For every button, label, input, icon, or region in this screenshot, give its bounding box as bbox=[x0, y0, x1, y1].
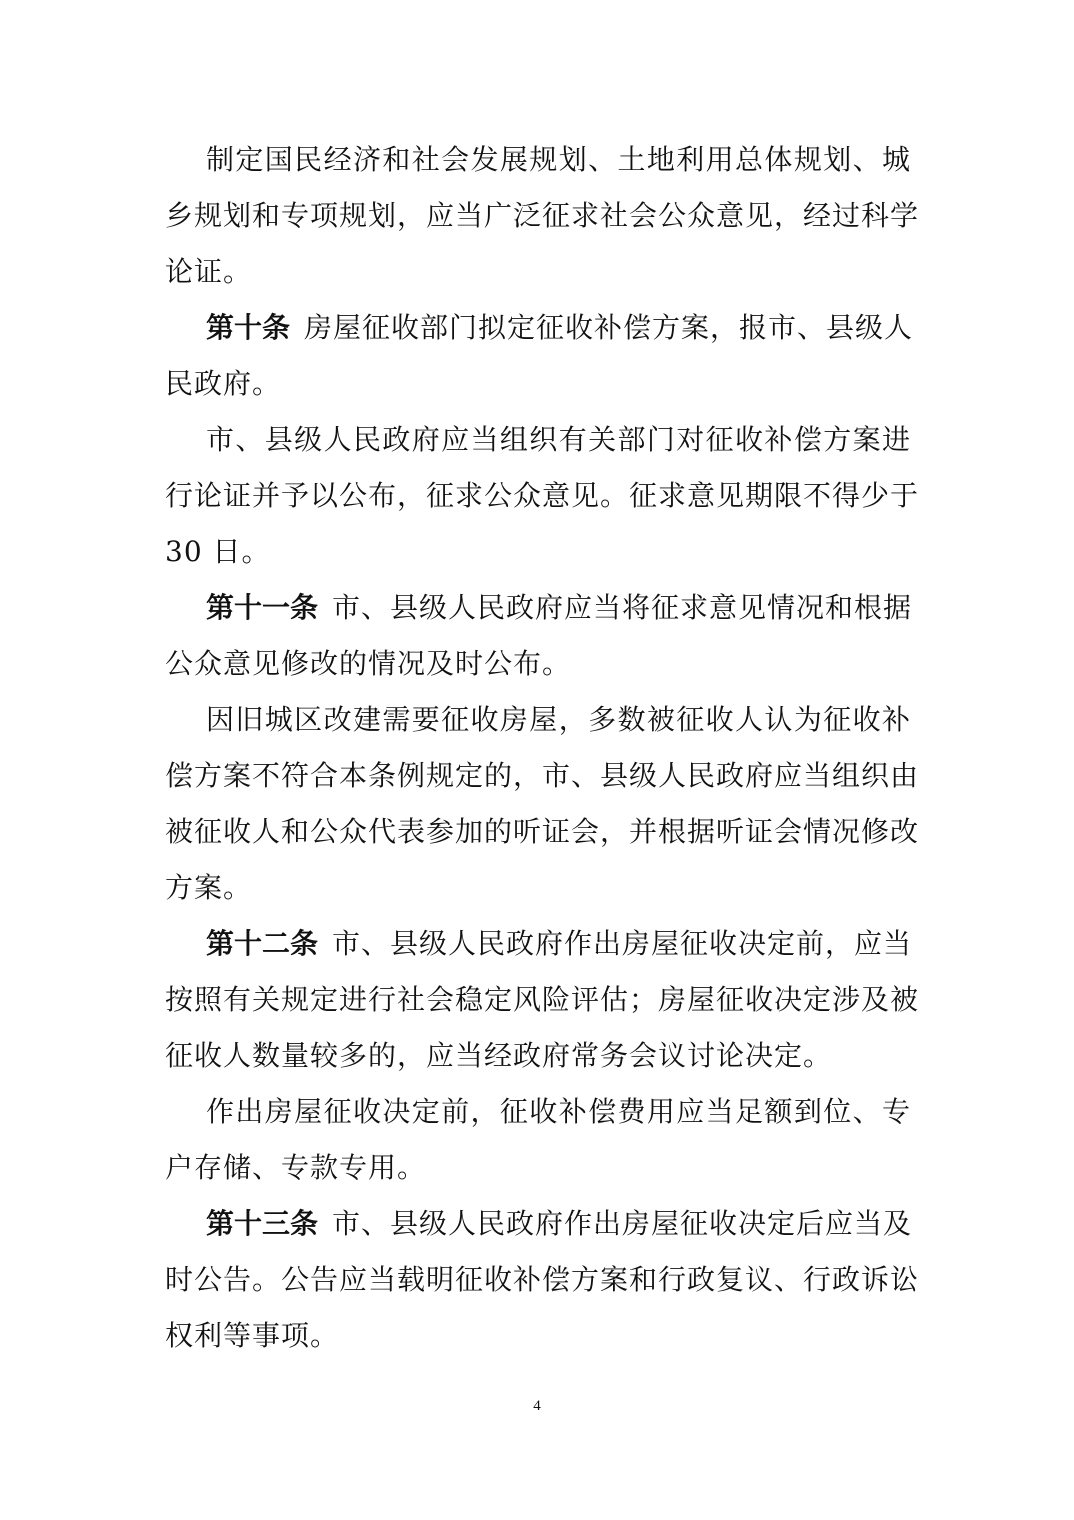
line-text: 市、县级人民政府作出房屋征收决定前，应当 bbox=[332, 927, 913, 960]
line-text: 30 日。 bbox=[165, 535, 271, 568]
line-text: 征收人数量较多的，应当经政府常务会议讨论决定。 bbox=[165, 1039, 833, 1072]
text-line bbox=[165, 362, 911, 418]
line-text: 房屋征收部门拟定征收补偿方案，报市、县级人 bbox=[304, 311, 914, 344]
paragraph bbox=[165, 138, 920, 306]
line-text: 权利等事项。 bbox=[165, 1319, 340, 1352]
line-text: 因旧城区改建需要征收房屋，多数被征收人认为征收补 bbox=[206, 703, 911, 736]
text-line bbox=[165, 194, 920, 250]
text-line bbox=[165, 530, 911, 586]
text-line bbox=[165, 866, 911, 922]
line-text: 按照有关规定进行社会稳定风险评估；房屋征收决定涉及被 bbox=[165, 983, 920, 1016]
article-paragraph bbox=[165, 306, 914, 418]
line-text: 市、县级人民政府作出房屋征收决定后应当及 bbox=[332, 1207, 913, 1240]
text-line bbox=[165, 698, 911, 754]
article-paragraph bbox=[165, 922, 920, 1090]
text-line bbox=[165, 306, 914, 362]
text-line bbox=[165, 922, 911, 978]
line-text: 论证。 bbox=[165, 255, 253, 288]
text-line bbox=[165, 1258, 920, 1314]
line-text: 市、县级人民政府应当组织有关部门对征收补偿方案进 bbox=[206, 423, 911, 456]
article-heading: 第十二条 bbox=[206, 927, 319, 960]
text-line bbox=[165, 1146, 911, 1202]
paragraph bbox=[165, 418, 920, 586]
text-line bbox=[165, 1314, 911, 1370]
line-text: 乡规划和专项规划，应当广泛征求社会公众意见，经过科学 bbox=[165, 199, 920, 232]
text-line bbox=[165, 754, 920, 810]
text-line bbox=[165, 586, 911, 642]
line-text: 行论证并予以公布，征求公众意见。征求意见期限不得少于 bbox=[165, 479, 920, 512]
page-number: 4 bbox=[533, 1398, 541, 1414]
text-line bbox=[165, 474, 920, 530]
paragraph bbox=[165, 1090, 911, 1202]
text-line bbox=[165, 810, 920, 866]
text-line bbox=[165, 1034, 911, 1090]
text-line bbox=[165, 1202, 911, 1258]
line-text: 制定国民经济和社会发展规划、土地利用总体规划、城 bbox=[206, 143, 911, 176]
line-text: 被征收人和公众代表参加的听证会，并根据听证会情况修改 bbox=[165, 815, 920, 848]
text-line bbox=[165, 642, 911, 698]
line-text: 市、县级人民政府应当将征求意见情况和根据 bbox=[332, 591, 913, 624]
text-line bbox=[165, 978, 920, 1034]
line-text: 作出房屋征收决定前，征收补偿费用应当足额到位、专 bbox=[206, 1095, 911, 1128]
article-paragraph bbox=[165, 586, 911, 698]
article-heading: 第十一条 bbox=[206, 591, 319, 624]
line-text: 户存储、专款专用。 bbox=[165, 1151, 427, 1184]
text-line bbox=[165, 138, 911, 194]
paragraph bbox=[165, 698, 920, 922]
line-text: 方案。 bbox=[165, 871, 253, 904]
line-text: 时公告。公告应当载明征收补偿方案和行政复议、行政诉讼 bbox=[165, 1263, 920, 1296]
article-heading: 第十三条 bbox=[206, 1207, 319, 1240]
line-text: 偿方案不符合本条例规定的，市、县级人民政府应当组织由 bbox=[165, 759, 920, 792]
article-paragraph bbox=[165, 1202, 920, 1370]
article-heading: 第十条 bbox=[206, 311, 291, 344]
line-text: 民政府。 bbox=[165, 367, 282, 400]
text-line bbox=[165, 250, 911, 306]
text-line bbox=[165, 418, 911, 474]
text-line bbox=[165, 1090, 911, 1146]
line-text: 公众意见修改的情况及时公布。 bbox=[165, 647, 572, 680]
document-body bbox=[165, 138, 920, 1370]
